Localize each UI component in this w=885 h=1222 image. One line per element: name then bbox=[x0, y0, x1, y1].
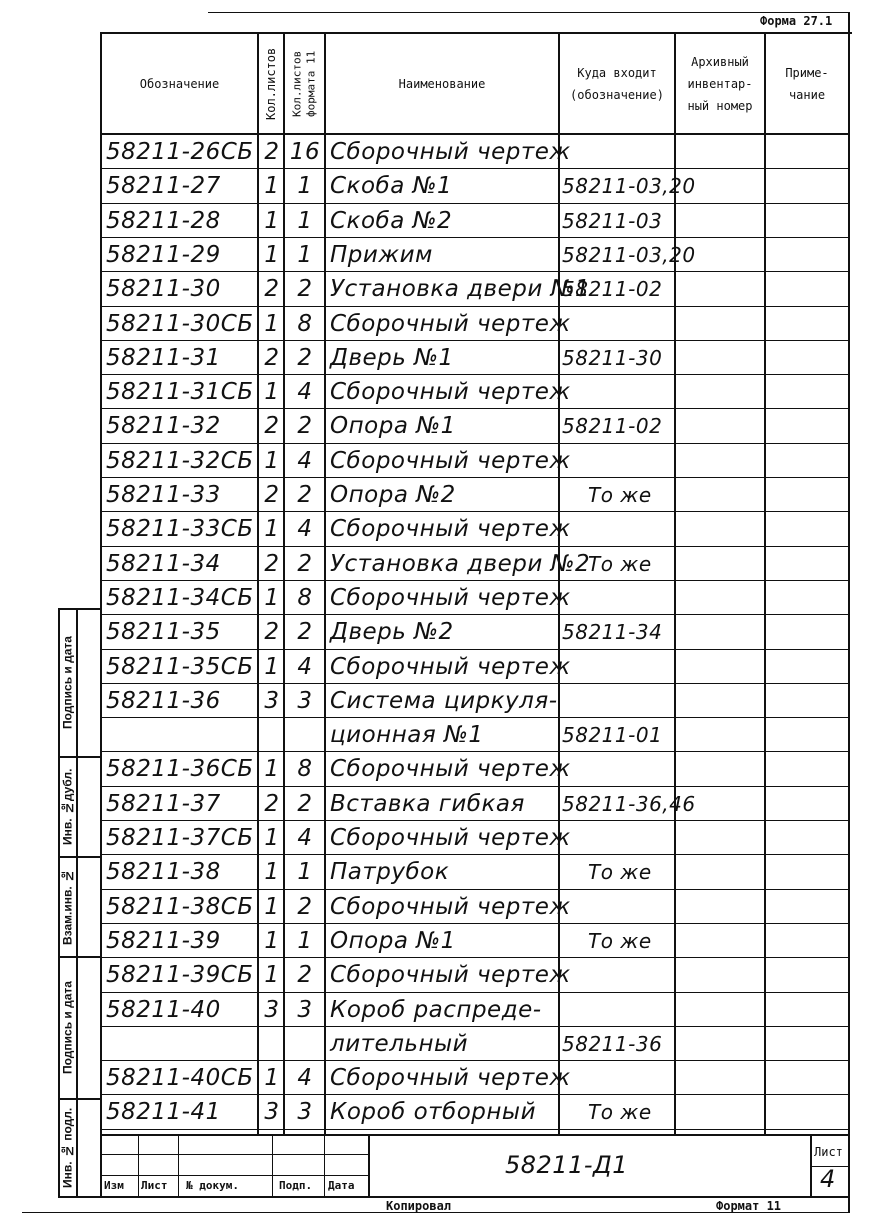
cell-code: 58211-39СБ bbox=[106, 962, 254, 989]
cell-name: ционная №1 bbox=[330, 722, 484, 749]
footer-format: Формат 11 bbox=[716, 1199, 782, 1213]
cell-n2: 4 bbox=[297, 447, 313, 474]
cell-code: 58211-32СБ bbox=[106, 447, 254, 474]
table-row bbox=[0, 581, 850, 615]
cell-n1: 2 bbox=[264, 550, 280, 577]
cell-code: 58211-37СБ bbox=[106, 825, 254, 851]
cell-name: Патрубок bbox=[330, 859, 450, 886]
cell-ref: 58211-30 bbox=[562, 345, 663, 370]
cell-code: 58211-30СБ bbox=[106, 310, 254, 337]
cell-code: 58211-40СБ bbox=[106, 1065, 254, 1092]
cell-n1: 1 bbox=[264, 1065, 280, 1092]
table-row bbox=[0, 752, 850, 786]
cell-code: 58211-39 bbox=[106, 927, 221, 954]
cell-name: Сборочный чертеж bbox=[330, 584, 571, 611]
cell-n1: 1 bbox=[264, 241, 280, 268]
cell-n1: 1 bbox=[264, 927, 280, 954]
cell-n1: 1 bbox=[264, 379, 280, 406]
cell-code: 58211-40 bbox=[106, 996, 221, 1023]
cell-name: Сборочный чертеж bbox=[330, 379, 571, 406]
cell-n1: 2 bbox=[264, 139, 280, 165]
cell-n1: 2 bbox=[264, 344, 280, 371]
cell-n2: 2 bbox=[297, 344, 313, 371]
header-where-used: Куда входит (обозначение) bbox=[570, 65, 664, 102]
cell-ref: То же bbox=[588, 860, 652, 885]
cell-n2: 1 bbox=[297, 207, 313, 234]
table-row bbox=[0, 547, 850, 581]
cell-name: лительный bbox=[330, 1030, 469, 1057]
cell-name: Система циркуля- bbox=[330, 687, 558, 714]
side-vzam-inv: Взам.инв. № bbox=[60, 868, 75, 946]
table-row bbox=[0, 924, 850, 958]
cell-name: Опора №1 bbox=[330, 413, 456, 440]
table-row bbox=[0, 272, 850, 306]
cell-name: Короб отборный bbox=[330, 1099, 537, 1126]
cell-code: 58211-31СБ bbox=[106, 379, 254, 406]
cell-ref: 58211-36,46 bbox=[562, 791, 696, 816]
cell-n2: 2 bbox=[297, 619, 313, 646]
cell-name: Короб распреде- bbox=[330, 996, 542, 1023]
cell-code: 58211-31 bbox=[106, 344, 221, 371]
cell-ref: То же bbox=[588, 928, 652, 953]
cell-n1: 2 bbox=[264, 790, 280, 817]
cell-name: Установка двери №2 bbox=[330, 550, 591, 577]
table-row bbox=[0, 512, 850, 546]
cell-name: Скоба №1 bbox=[330, 173, 453, 200]
cell-code: 58211-28 bbox=[106, 207, 221, 234]
cell-code: 58211-30 bbox=[106, 276, 221, 303]
form-label: Форма 27.1 bbox=[760, 14, 833, 28]
table-row bbox=[0, 958, 850, 992]
cell-n1: 3 bbox=[264, 1099, 280, 1126]
cell-ref: 58211-03 bbox=[562, 208, 663, 233]
cell-n2: 3 bbox=[297, 996, 313, 1023]
footer-copied: Копировал bbox=[386, 1199, 452, 1213]
cell-n2: 2 bbox=[297, 276, 313, 303]
cell-ref: 58211-36 bbox=[562, 1031, 663, 1056]
cell-ref: 58211-03,20 bbox=[562, 174, 696, 199]
cell-n1: 1 bbox=[264, 447, 280, 474]
cell-name: Дверь №1 bbox=[330, 344, 454, 371]
cell-code: 58211-35 bbox=[106, 619, 221, 646]
table-row bbox=[0, 238, 850, 272]
header-sheets-count: Кол.листов bbox=[264, 47, 278, 120]
cell-code: 58211-37 bbox=[106, 790, 221, 817]
cell-n1: 2 bbox=[264, 413, 280, 440]
table-row bbox=[0, 307, 850, 341]
table-row bbox=[0, 615, 850, 649]
table-row bbox=[0, 478, 850, 512]
table-row bbox=[0, 1061, 850, 1095]
cell-code: 58211-36 bbox=[106, 687, 221, 714]
tb-sheet-label: Лист bbox=[814, 1145, 843, 1159]
cell-code: 58211-27 bbox=[106, 173, 221, 200]
cell-n1: 2 bbox=[264, 482, 280, 508]
cell-n1: 1 bbox=[264, 962, 280, 989]
header-archive: Архивный инвентар- ный номер bbox=[687, 54, 753, 113]
cell-n2: 2 bbox=[297, 893, 313, 920]
cell-code: 58211-29 bbox=[106, 241, 221, 268]
cell-n1: 1 bbox=[264, 310, 280, 337]
cell-n2: 2 bbox=[297, 413, 313, 440]
cell-ref: 58211-03,20 bbox=[562, 242, 696, 267]
tb-doc-no: № докум. bbox=[186, 1179, 239, 1192]
table-row bbox=[0, 1095, 850, 1129]
tb-sign: Подп. bbox=[279, 1179, 313, 1192]
cell-name: Сборочный чертеж bbox=[330, 893, 571, 920]
cell-n1: 2 bbox=[264, 276, 280, 303]
cell-code: 58211-34 bbox=[106, 550, 221, 577]
cell-code: 58211-33 bbox=[106, 482, 221, 508]
cell-n1: 1 bbox=[264, 173, 280, 200]
cell-name: Установка двери №1 bbox=[330, 276, 591, 303]
cell-n1: 1 bbox=[264, 653, 280, 680]
cell-code: 58211-26СБ bbox=[106, 139, 254, 165]
cell-n2: 2 bbox=[297, 790, 313, 817]
table-row bbox=[0, 821, 850, 855]
cell-name: Прижим bbox=[330, 241, 433, 268]
table-row bbox=[0, 204, 850, 238]
cell-n2: 2 bbox=[297, 962, 313, 989]
cell-n2: 2 bbox=[297, 550, 313, 577]
cell-name: Сборочный чертеж bbox=[330, 139, 571, 165]
cell-name: Опора №1 bbox=[330, 927, 456, 954]
cell-n1: 1 bbox=[264, 516, 280, 543]
cell-n2: 8 bbox=[297, 310, 313, 337]
cell-code: 58211-32 bbox=[106, 413, 221, 440]
cell-ref: 58211-01 bbox=[562, 723, 663, 748]
side-inv-orig: Инв. № подл. bbox=[60, 1107, 75, 1189]
cell-name: Опора №2 bbox=[330, 482, 456, 508]
table-row bbox=[0, 135, 850, 169]
cell-name: Сборочный чертеж bbox=[330, 447, 571, 474]
table-row bbox=[0, 375, 850, 409]
header-designation: Обозначение bbox=[139, 76, 220, 91]
side-sign-date-bottom: Подпись и дата bbox=[60, 981, 75, 1075]
cell-n1: 1 bbox=[264, 893, 280, 920]
header-note: Приме- чание bbox=[785, 65, 829, 102]
tb-designation: 58211-Д1 bbox=[505, 1151, 629, 1179]
cell-code: 58211-35СБ bbox=[106, 653, 254, 680]
cell-n2: 1 bbox=[297, 859, 313, 886]
cell-n2: 8 bbox=[297, 756, 313, 783]
cell-name: Сборочный чертеж bbox=[330, 962, 571, 989]
cell-name: Сборочный чертеж bbox=[330, 1065, 571, 1092]
cell-n2: 3 bbox=[297, 1099, 313, 1126]
cell-name: Сборочный чертеж bbox=[330, 516, 571, 543]
table-row bbox=[0, 169, 850, 203]
cell-name: Сборочный чертеж bbox=[330, 825, 571, 851]
header-sheets-format: Кол.листов формата 11 bbox=[290, 50, 318, 117]
cell-n1: 3 bbox=[264, 996, 280, 1023]
cell-ref: 58211-34 bbox=[562, 620, 663, 645]
cell-n2: 4 bbox=[297, 516, 313, 543]
cell-code: 58211-38СБ bbox=[106, 893, 254, 920]
table-row bbox=[0, 341, 850, 375]
cell-n2: 4 bbox=[297, 825, 313, 851]
side-inv-dup: Инв. №дубл. bbox=[60, 768, 75, 846]
cell-n2: 8 bbox=[297, 584, 313, 611]
side-sign-date-top: Подпись и дата bbox=[60, 636, 75, 730]
cell-n1: 1 bbox=[264, 584, 280, 611]
cell-code: 58211-34СБ bbox=[106, 584, 254, 611]
cell-n2: 1 bbox=[297, 173, 313, 200]
table-row bbox=[0, 444, 850, 478]
table-row bbox=[0, 787, 850, 821]
cell-ref: То же bbox=[588, 483, 652, 507]
cell-code: 58211-36СБ bbox=[106, 756, 254, 783]
cell-code: 58211-38 bbox=[106, 859, 221, 886]
cell-n2: 4 bbox=[297, 653, 313, 680]
cell-name: Сборочный чертеж bbox=[330, 653, 571, 680]
cell-code: 58211-41 bbox=[106, 1099, 221, 1126]
cell-n1: 2 bbox=[264, 619, 280, 646]
cell-n2: 1 bbox=[297, 927, 313, 954]
cell-n2: 3 bbox=[297, 687, 313, 714]
cell-ref: 58211-02 bbox=[562, 277, 663, 302]
cell-n2: 2 bbox=[297, 482, 313, 508]
cell-ref: То же bbox=[588, 1100, 652, 1125]
cell-ref: То же bbox=[588, 551, 652, 576]
table-row bbox=[0, 890, 850, 924]
cell-n1: 1 bbox=[264, 825, 280, 851]
cell-n2: 16 bbox=[289, 139, 321, 165]
table-row bbox=[0, 855, 850, 889]
table-row bbox=[0, 1027, 850, 1061]
cell-name: Сборочный чертеж bbox=[330, 756, 571, 783]
cell-n1: 3 bbox=[264, 687, 280, 714]
cell-n2: 4 bbox=[297, 1065, 313, 1092]
table-row bbox=[0, 409, 850, 443]
table-row bbox=[0, 650, 850, 684]
table-row bbox=[0, 718, 850, 752]
cell-name: Дверь №2 bbox=[330, 619, 454, 646]
tb-list: Лист bbox=[141, 1179, 168, 1192]
table-row bbox=[0, 993, 850, 1027]
cell-n1: 1 bbox=[264, 859, 280, 886]
header-name: Наименование bbox=[398, 76, 486, 91]
cell-name: Вставка гибкая bbox=[330, 790, 525, 817]
cell-n2: 4 bbox=[297, 379, 313, 406]
tb-sheet-no: 4 bbox=[820, 1165, 836, 1193]
cell-code: 58211-33СБ bbox=[106, 516, 254, 543]
table-row bbox=[0, 684, 850, 718]
cell-ref: 58211-02 bbox=[562, 414, 663, 439]
cell-name: Скоба №2 bbox=[330, 207, 453, 234]
cell-n2: 1 bbox=[297, 241, 313, 268]
cell-n1: 1 bbox=[264, 756, 280, 783]
tb-date: Дата bbox=[328, 1179, 355, 1192]
cell-n1: 1 bbox=[264, 207, 280, 234]
tb-izm: Изм bbox=[104, 1179, 124, 1192]
cell-name: Сборочный чертеж bbox=[330, 310, 571, 337]
